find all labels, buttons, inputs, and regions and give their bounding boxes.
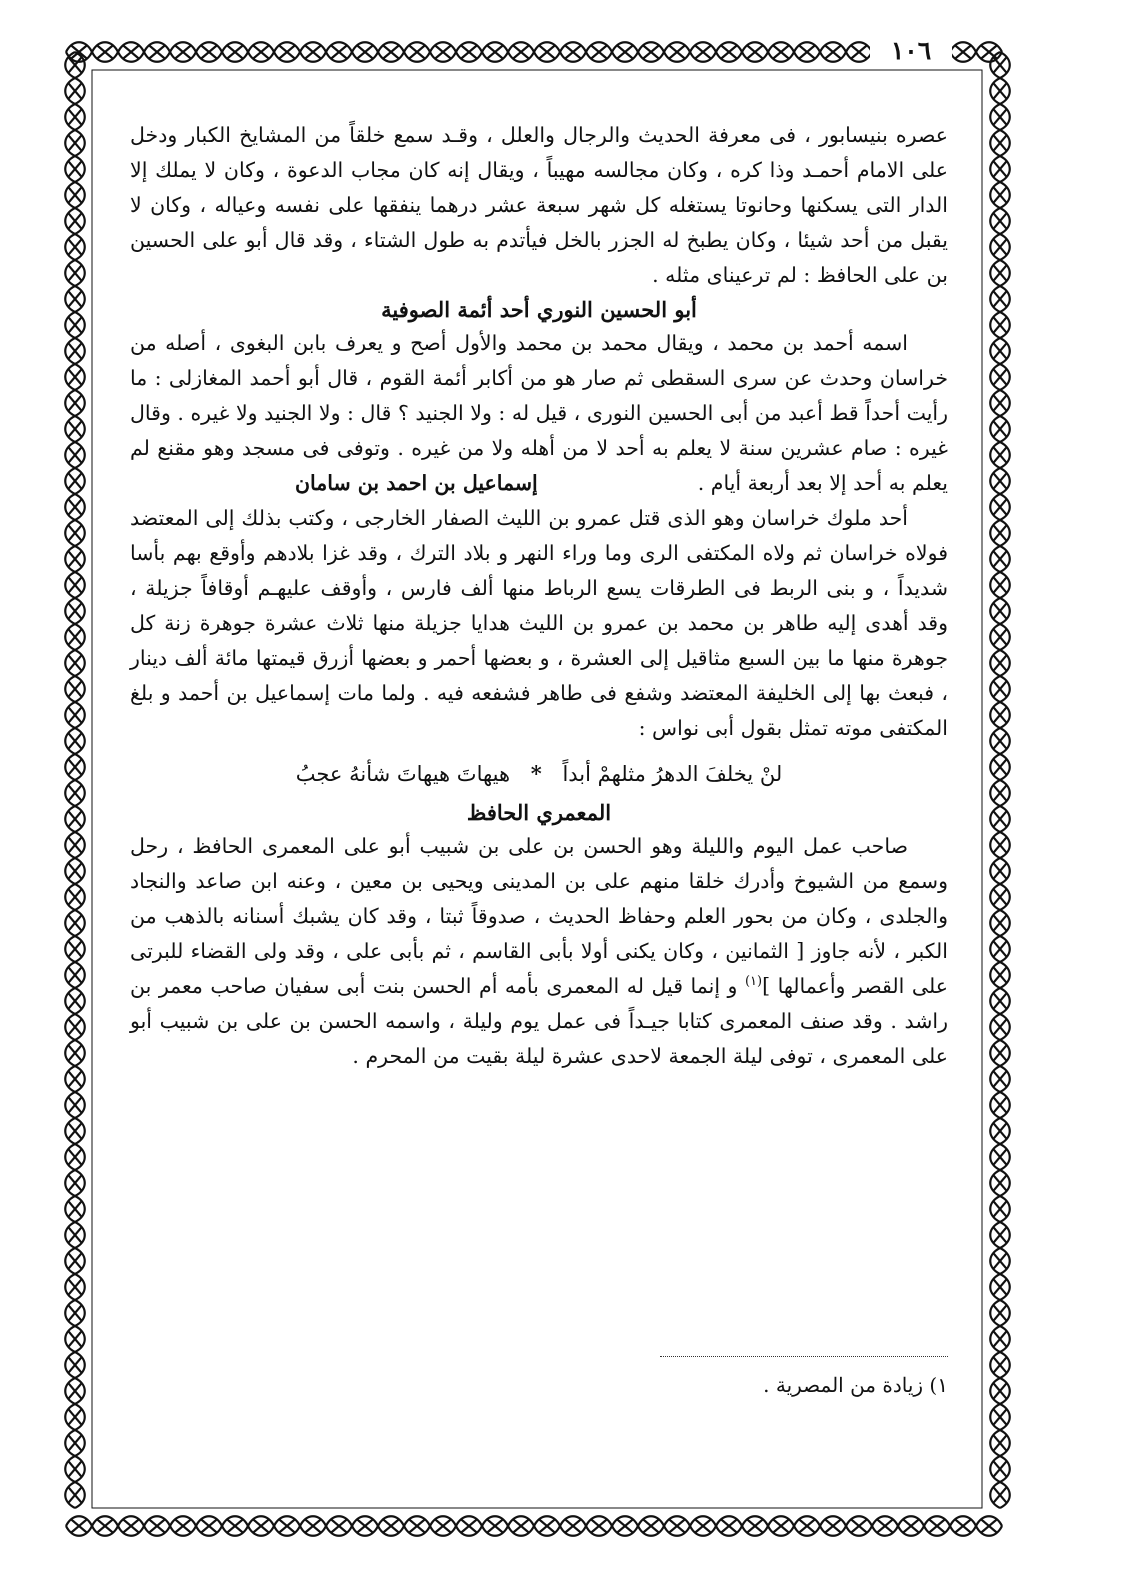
footnote: ١) زيادة من المصرية .	[763, 1373, 948, 1397]
paragraph-4	[130, 829, 948, 1074]
paragraph-2	[130, 326, 948, 501]
footnote-marker: (١)	[744, 974, 763, 990]
verse-separator: *	[530, 761, 542, 786]
poem-verse	[130, 752, 948, 796]
paragraph-3: أحد ملوك خراسان وهو الذى قتل عمرو بن الليث الصفار الخارجى ، وكتب بذلك إلى المعتضد فولاه خراسان ثم ولاه المكتفى الرى وما وراء النهر و بلاد الترك ، وقد غزا بلادهم وأوقع بهم بأسا شديداً ، و بنى الربط فى الطرقات يسع الرباط منها ألف فارس ، وأوقف عليهـم أوقافاً جزيلة ، وقد أهدى إليه طاهر بن محمد بن عمرو بن الليث هدايا جزيلة منها ثلاث عشرة جوهرة زنة كل جوهرة منها ما بين السبع مثاقيل إلى العشرة ، و بعضها أحمر و بعضها أزرق قيمتها مائة ألف دينار ، فبعث بها إلى الخليفة المعتضد وشفع فى طاهر فشفعه فيه . ولما مات إسماعيل بن أحمد و بلغ المكتفى موته تمثل بقول أبى نواس :	[130, 506, 948, 740]
verse-second-hemistich: هيهاتَ هيهاتَ شأنهُ عجبُ	[295, 762, 511, 786]
page-body	[130, 118, 948, 1418]
paragraph-4-text-b: و إنما قيل له المعمرى بأمه أم الحسن بنت أبى سفيان صاحب معمر بن راشد . وقد صنف المعمرى كتابا جيـداً فى عمل يوم وليلة ، واسمه الحسن بن على بن شبيب أبو على المعمرى ، توفى ليلة الجمعة لاحدى عشرة ليلة بقيت من المحرم .	[130, 974, 948, 1068]
paragraph-2-text: اسمه أحمد بن محمد ، ويقال محمد بن محمد والأول أصح و يعرف بابن البغوى ، أصله من خراسان وحدث عن سرى السقطى ثم صار هو من أكابر أئمة القوم ، قال أبو أحمد المغازلى : ما رأيت أحداً قط أعبد من أبى الحسين النورى ، قيل له : ولا الجنيد ؟ قال : ولا الجنيد ولا غيره . وقال غيره : صام عشرين سنة لا يعلم به أحد لا من أهله ولا من غيره . وتوفى فى مسجد وهو مقنع لم يعلم به أحد إلا بعد أربعة أيام .	[130, 331, 949, 495]
heading-al-muamari: المعمري الحافظ	[466, 800, 612, 825]
footnote-separator	[660, 1356, 948, 1357]
heading-abu-al-husayn-al-nuri: أبو الحسين النوري أحد أئمة الصوفية	[381, 297, 697, 322]
verse-first-hemistich: لنْ يخلفَ الدهرُ مثلهمْ أبداً	[562, 762, 783, 786]
paragraph-1: عصره بنيسابور ، فى معرفة الحديث والرجال والعلل ، وقـد سمع خلقاً من المشايخ الكبار ودخل على الامام أحمـد وذا كره ، وكان مجالسه مهيباً ، ويقال إنه كان مجاب الدعوة ، وكان لا يملك إلا الدار التى يسكنها وحانوتا يستغله كل شهر سبعة عشر درهما ينفقها على نفسه وعياله ، وكان لا يقبل من أحد شيئا ، وكان يطبخ له الجزر بالخل فيأتدم به طول الشتاء ، وقد قال أبو على الحسين بن على الحافظ : لم ترعيناى مثله .	[130, 123, 948, 287]
heading-ismail-ibn-ahmad: إسماعيل بن احمد بن سامان	[294, 471, 538, 495]
paragraph-4-text-a: صاحب عمل اليوم والليلة وهو الحسن بن على بن شبيب أبو على المعمرى الحافظ ، رحل وسمع من الشيوخ وأدرك خلقا منهم على بن المدينى ويحيى بن معين ، وعنه ابن صاعد والنجاد والجلدى ، وكان من بحور العلم وحفاظ الحديث ، صدوقاً ثبتا ، وقد كان يشبك أسنانه بالذهب من الكبر ، لأنه جاوز [ الثمانين ، وكان يكنى أولا بأبى القاسم ، ثم بأبى على ، وقد ولى القضاء للبرتى على القصر وأعمالها ]	[130, 834, 948, 998]
page-number: ١٠٦	[870, 34, 952, 68]
